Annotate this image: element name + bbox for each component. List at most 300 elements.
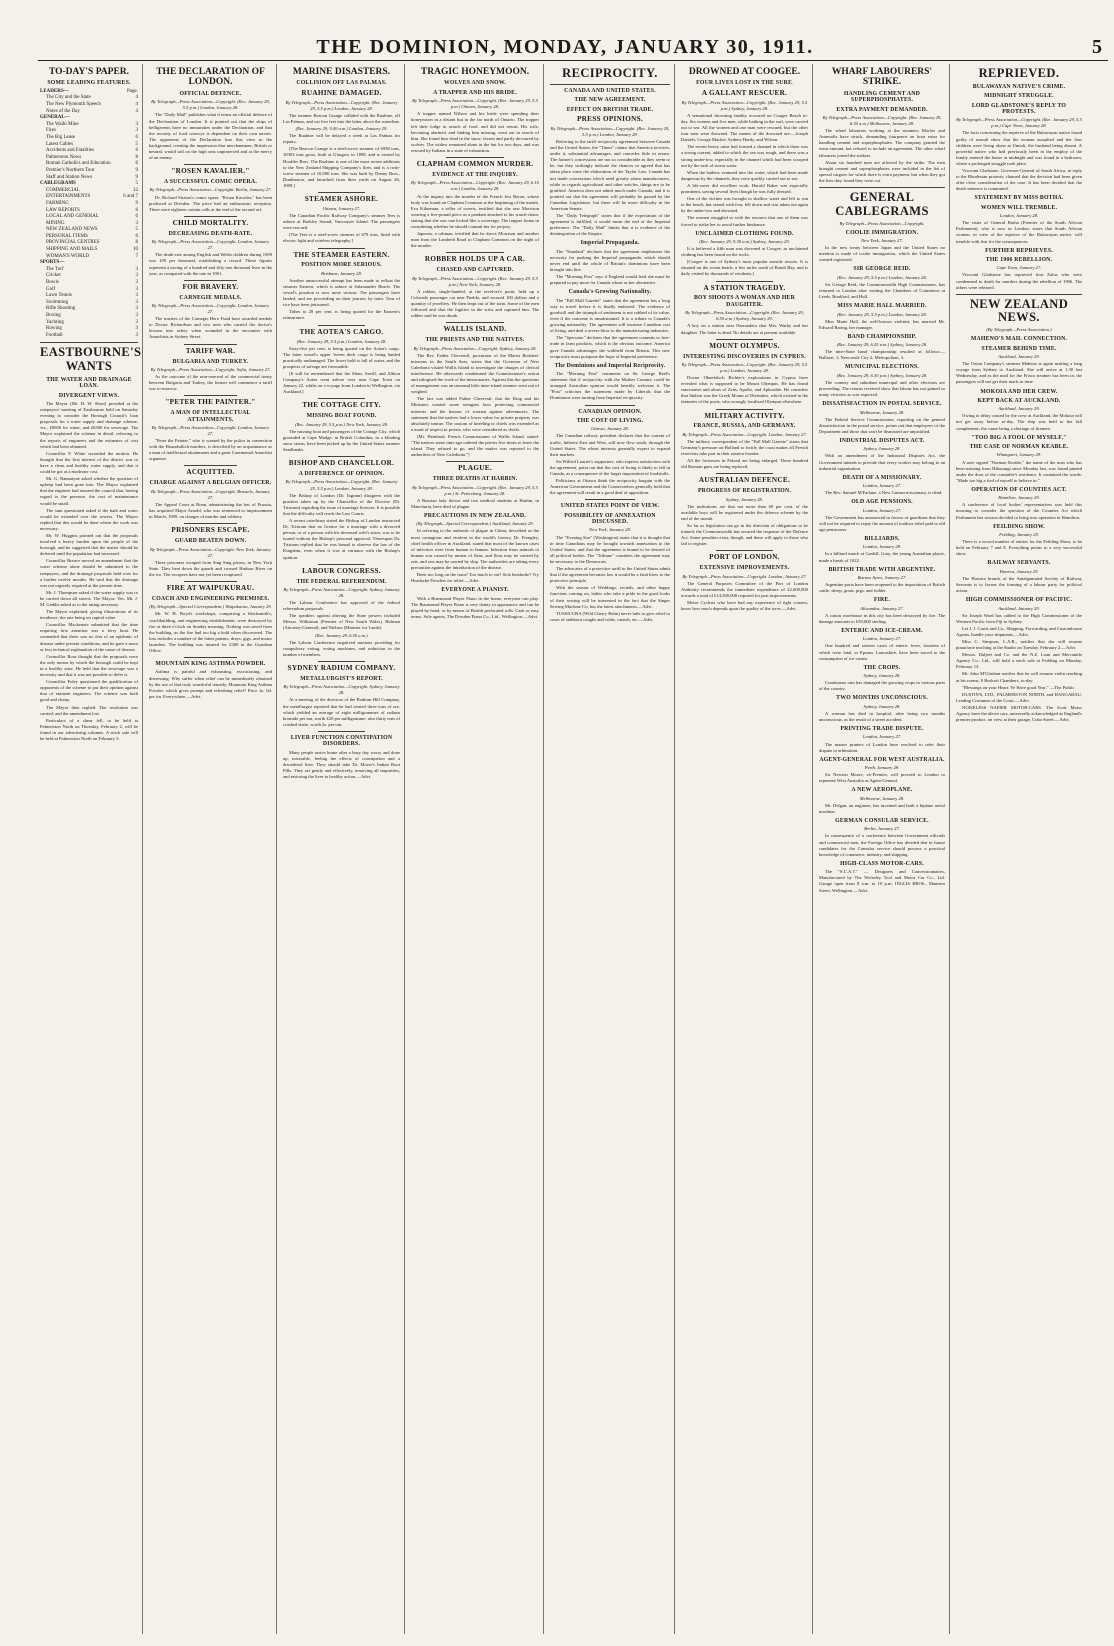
article-heading: HIGH COMMISSIONER OF PACIFIC. bbox=[965, 597, 1073, 604]
article-paragraph: The Ruahine will be delayed a week at Las Palmas for repairs. bbox=[283, 133, 400, 145]
article-heading: STEAMER BEHIND TIME. bbox=[981, 345, 1057, 352]
dateline: By Telegraph—Press Association—Copyright. (Rec. January 29, 6.50 a.m.) Sydney, January 29. bbox=[685, 310, 804, 322]
article-heading: MAHENO'S MAIL CONNECTION. bbox=[970, 336, 1068, 343]
contents-page: 9 bbox=[135, 200, 138, 206]
contents-row bbox=[40, 175, 138, 182]
article-paragraph: Councillor Rose thought that the proposals were the only means by which the borough could be kept in a healthy state. He held that the sewerage was a necessity and that it was not possible to defer it. bbox=[40, 653, 138, 678]
article-heading: SYDNEY RADIUM COMPANY. bbox=[287, 663, 396, 672]
column-rule bbox=[40, 342, 138, 343]
column-3 bbox=[283, 64, 405, 1634]
article-paragraph: The advocates of a protective tariff in the United States admit that if the agreement becomes law it would be a fatal blow to the protective principle. bbox=[550, 566, 670, 584]
article-paragraph: The Labour Conference negatived motions providing for compulsory voting, voting machines, and reduction in the number of members. bbox=[283, 639, 400, 657]
article-paragraph: The death-rate among English and Welsh children during 1909 was 109 per thousand, establishing a record. These figures represent a saving of a hundred and fifty-one thousand lives in the year, as compared with the rate in 1901. bbox=[149, 252, 272, 276]
article-heading: POSSIBILITY OF ANNEXATION DISCUSSED. bbox=[564, 512, 656, 526]
article-paragraph: The Mayor explained, giving illustrations of its incidence, the rate being on capital value. bbox=[40, 609, 138, 621]
contents-row bbox=[40, 128, 138, 135]
article-heading: MARINE DISASTERS. bbox=[292, 67, 391, 77]
article-paragraph: The Labour Conference has approved of the federal referendum proposals. bbox=[283, 600, 400, 612]
contents-page: 5 bbox=[135, 227, 138, 233]
article-heading: "TOO BIG A FOOL OF MYSELF." bbox=[971, 434, 1067, 441]
article-paragraph: All the fortresses in Poland are being enlarged. Three hundred old Russian guns are being replaced. bbox=[681, 458, 808, 470]
article-heading: PROGRESS OF REGISTRATION. bbox=[697, 488, 792, 495]
article-heading: INTERESTING DISCOVERIES IN CYPRUS. bbox=[683, 353, 806, 360]
article-heading: DIVERGENT VIEWS. bbox=[58, 392, 120, 399]
article-paragraph: Particulars of a shear fell, to be held at Palmerston North on Thursday, February 2, will be found in our advertising columns. A stock sale will be held at Palmerston North on February 3. bbox=[40, 717, 138, 741]
article-paragraph: The "Evening Star" (Washington) states that it is thought that in time Canadians may be brought towards annexation to the United States, and that the agreement is bound to be desired of all political bodies. The "Tribune" considers the agreement may be necessary to the Democrats. bbox=[550, 534, 670, 564]
article-paragraph: The "Daily Mail" publishes what it terms an official defence of the Declaration of London. It is pointed out that the ships of belligerents have no immunities under the Declaration, and that the security of food convoys is dependent on their own navies. The opponents of the Declaration lose this view in the background, creating the impression that merchantmen, British or neutral, would sail on the high seas unprotected and at the mercy of an enemy. bbox=[149, 112, 272, 161]
column-rule bbox=[184, 216, 237, 217]
dateline: London, January 28. bbox=[862, 544, 902, 550]
article-paragraph: Japonsn, a cabman, testified that he drove Morrison and another man from the Lambeth Road to Clapham Common on the night of the murder. bbox=[411, 231, 539, 249]
dateline: (By Telegraph—Special Correspondent.) Waipukurau, January 29. bbox=[149, 604, 272, 610]
dateline: By Telegraph—Press Association—Copyright. Sydney, January 28. bbox=[283, 684, 400, 696]
contents-label: Latest Cables bbox=[46, 141, 74, 147]
contents-page: 10 bbox=[133, 247, 138, 253]
article-heading: FRANCE, RUSSIA, AND GERMANY. bbox=[693, 423, 796, 430]
dateline: (Rec. January 29, 6.50 a.m.) bbox=[315, 632, 368, 638]
dateline: (Rec. January 29, 9.30 a.m.) Sydney, January 29. bbox=[699, 238, 790, 244]
article-paragraph: "Blessings on your Heart. Ye Have good Year." —The Public. bbox=[962, 684, 1076, 690]
contents-page: 3 bbox=[135, 313, 138, 318]
article-heading: BOY SHOOTS A WOMAN AND HER DAUGHTER. bbox=[693, 295, 796, 308]
dateline: Auckland, January 29. bbox=[998, 354, 1040, 360]
dateline: Ottawa, January 28. bbox=[591, 426, 629, 432]
article-paragraph: Doctor Ohnefalsch Richter's explorations in Cyprus have revealed what is supposed to be Mount Olympus. He has found sanctuaries and altars of Zeus, Apollo, and Aphrodite. He considers that Idalion was the Greek Mount of Divinities, which existed in the fantasies of the poets, who wrongly localised Olympus elsewhere. bbox=[681, 375, 808, 405]
dateline: By Telegraph—Press Association—Copyright. London, January 27. bbox=[682, 573, 807, 579]
article-heading: A NEW AEROPLANE. bbox=[851, 787, 913, 794]
article-heading: A DIFFERENCE OF OPINION. bbox=[298, 471, 385, 478]
contents-label: Roman Catholics and Education bbox=[46, 161, 111, 167]
dateline: By Telegraph—Press Association—Copyright. (Rec. January 29, 5.5 p.m.) Sydney, January 28. bbox=[681, 99, 808, 111]
contents-row bbox=[40, 214, 138, 221]
dateline: By Telegraph—Press Association—Copyright. (Rec. January 29, 5.5 p.m.) Cape Town, January 28. bbox=[956, 117, 1082, 129]
article-heading: DISSATISFACTION IN POSTAL SERVICE. bbox=[822, 401, 942, 408]
dateline: By Telegraph—Press Association—Copyright. (Rec. January 29, 5.5 p.m.) London, January 28. bbox=[285, 99, 398, 111]
article-heading: LIVER FUNCTION CONSTIPATION DISORDERS. bbox=[290, 734, 393, 748]
article-paragraph: The Federal Service Commissioner, reporting on the general dissatisfaction in the postal service, points out that employees of the Department and those that can't be dismissed are unjustified. bbox=[819, 416, 945, 434]
column-rule bbox=[446, 461, 504, 462]
contents-label: Yachting bbox=[46, 319, 64, 325]
article-paragraph: A recent catechism stated the Bishop of London instructed Dr. Tristram that no licence for a marriage with a divorced person, or of a person with his deceased wife's sister, was to be issued without the Bishop's personal approval. Thereupon Dr. Tristram replied that he was bound to observe the law of the Kingdom, even when it was at variance with the Bishop's opinion. bbox=[283, 517, 400, 560]
contents-row bbox=[40, 168, 138, 175]
dateline: (By Telegraph—Press Association.) bbox=[986, 327, 1052, 333]
dateline: London, January 27. bbox=[862, 734, 902, 740]
contents-label: Lawn Tennis bbox=[46, 293, 72, 299]
article-heading: "PETER THE PAINTER." bbox=[165, 398, 256, 407]
article-heading: HIGH-CLASS MOTOR-CARS. bbox=[840, 860, 924, 867]
column-rule bbox=[716, 550, 773, 551]
article-paragraph: The "Spectator" declares that the agreement commits to free-trade in farm products, which is the obvious outcome. America gave Canada advantages she withheld from Britain. This new reciprocity must postpone the hope of Imperial preference. bbox=[550, 335, 670, 359]
column-rule bbox=[318, 325, 365, 326]
newspaper-title: THE DOMINION, MONDAY, JANUARY 30, 1911. bbox=[316, 35, 814, 58]
contents-label: LAW REPORTS bbox=[46, 207, 80, 213]
article-paragraph: The women struggled so with the rescuers that one of them was forced to strike her to avoid further hindrance. bbox=[681, 215, 808, 227]
contents-list bbox=[40, 89, 138, 340]
article-heading: A SUCCESSFUL COMIC OPERA. bbox=[164, 179, 257, 186]
column-rule bbox=[184, 395, 237, 396]
article-heading: GUARD BEATEN DOWN. bbox=[174, 538, 247, 545]
article-paragraph: The "Daily Telegraph" states that if the expectation of the agreement is fulfilled, it would mean the end of the Imperial preference. The "Daily Mail" thinks that it is evidence of the disintegration of the Empire. bbox=[550, 213, 670, 237]
article-heading: CHILD MORTALITY. bbox=[172, 218, 249, 227]
column-rule bbox=[318, 456, 365, 457]
article-heading: METALLURGIST'S REPORT. bbox=[300, 675, 383, 682]
article-heading: MILITARY ACTIVITY. bbox=[704, 411, 785, 420]
article-heading: ACQUITTED. bbox=[186, 468, 235, 477]
contents-label: Golf bbox=[46, 286, 56, 292]
article-paragraph: NOISELESS NAPIER MOTOR-CARS. The Scott Motor Agency have the above cars, universally acknowledged as England's premier product, on view at their garage, Cuba Street.—Advt. bbox=[956, 704, 1082, 723]
dateline: Whangarei, January 29. bbox=[996, 452, 1042, 458]
contents-label: The Turf bbox=[46, 266, 64, 272]
article-paragraph: The "Standard" declares that the agreement emphasises the necessity for pushing the Imperial propaganda, which should never end until the whole of Britain's dominions have been brought into line. bbox=[550, 248, 670, 273]
article-paragraph: The speakers against altering the State powers included Messrs. Wilkinson (Premier of New South Wales), Holman (Attorney-General), and Nielsen (Minister for Lands). bbox=[283, 613, 400, 631]
article-paragraph: Sir Joseph Ward has cabled to the High Commissioner of the Western Pacific from Fiji to Sydney. bbox=[956, 612, 1082, 624]
article-heading: MOUNTAIN KING ASTHMA POWDER. bbox=[155, 661, 266, 668]
column-rule bbox=[318, 661, 365, 662]
contents-label: The Waihi Mine bbox=[46, 121, 79, 127]
article-heading: The Dominions and Imperial Reciprocity. bbox=[554, 362, 666, 369]
contents-page: 6 bbox=[135, 134, 138, 140]
contents-row bbox=[40, 260, 138, 267]
dateline: Auckland, January 29. bbox=[998, 406, 1040, 412]
contents-page: 3 bbox=[135, 266, 138, 272]
article-heading: THE STEAMER EASTERN. bbox=[293, 250, 390, 259]
contents-label: Rowing bbox=[46, 326, 62, 332]
contents-label: FARMING bbox=[46, 200, 69, 206]
contents-row bbox=[40, 273, 138, 280]
article-heading: GERMAN CONSULAR SERVICE. bbox=[835, 818, 929, 824]
column-rule bbox=[716, 339, 773, 340]
article-heading: THE CASE OF NORMAN KEABLE. bbox=[969, 444, 1069, 451]
dateline: By Telegraph—Press Association—Copyright. Berlin, January 27. bbox=[149, 187, 272, 193]
contents-label: NEW ZEALAND NEWS bbox=[46, 227, 98, 233]
article-paragraph: The Canadian railway president declares that the current of traffic, hitherto East and West, will now flow south, through the United States. The wheat interests generally expect to expand their markets. bbox=[550, 433, 670, 457]
column-rule bbox=[585, 499, 635, 500]
article-paragraph: The trustees of the Carnegie Hero Fund have awarded medals to Doctor Richardson and two men who carried the doctor's lessons into safety when wounded in the encounter with Anarchists in Sydney Street. bbox=[149, 316, 272, 340]
article-paragraph: With the season of Weddings, recitals, and other happy functions coming on, ladies who take a pride in the good looks of their sewing will be interested in the fact that the Singer Sewing Machine Co. has the latest attachments.—Advt. bbox=[550, 585, 670, 609]
article-paragraph: So far as legislation can go in the direction of obligations to be trained, the Commonwealth has secured the response of the Defence Act. Some penalties exist, though, and these will apply to those who fail to register. bbox=[681, 523, 808, 547]
contents-label: GENERAL— bbox=[40, 115, 70, 121]
article-paragraph: With an amendment of the Industrial Disputes Act, the Government intends to provide that every worker may belong to an industrial organisation. bbox=[819, 453, 945, 471]
article-paragraph: Councillor Foley questioned the qualification of opponents of the scheme to put their opinion against that of eminent engineers. The scheme was both good and cheap. bbox=[40, 679, 138, 703]
contents-row bbox=[40, 306, 138, 313]
article-paragraph: One of the victims was brought to shallow water and left to run to the beach, but seized with fear, fell down and was taken out again by the under-tow and drowned. bbox=[681, 196, 808, 214]
contents-page: 9 bbox=[135, 167, 138, 173]
article-heading: EXTRA PAYMENT DEMANDED. bbox=[836, 106, 928, 113]
article-heading: THE FEDERAL REFERENDUM. bbox=[296, 578, 387, 585]
column-rule bbox=[716, 281, 773, 282]
article-paragraph: Sir George Reid, the Commonwealth High Commissioner, has returned to London after visiting the Chambers of Commerce at Leeds, Bradford, and Hull. bbox=[819, 281, 945, 300]
article-paragraph: The inter-State band championship resulted as follows:—Ballarat, 1; Newcastle City 2; Metropolitan, 3. bbox=[819, 349, 945, 361]
article-heading: A GALLANT RESCUER. bbox=[701, 88, 788, 97]
contents-row bbox=[40, 102, 138, 109]
article-paragraph: The Canadian Pacific Railway Company's steamer Tees is ashore at Barkley Sound, Vancouver Island. The passengers were rescued. bbox=[283, 213, 400, 231]
contents-row bbox=[40, 227, 138, 234]
contents-label: Cricket bbox=[46, 273, 61, 279]
contents-row bbox=[40, 135, 138, 142]
article-paragraph: At the inquiry into the murder of the French Jew Beron, whose body was found on Clapham Common at the beginning of the month, Eva Kikteman, a seller of sweets, testified that she saw Morrison wearing a five-pound piece as a pendant attached to his watch-chain, stating that she saw one locked like a sovereign. The trapper forms in considering whether he should commit her for perjury. bbox=[411, 193, 539, 229]
article-paragraph: "Peter the Painter," who is wanted by the police in connection with the Houndsditch murders, is described by an acquaintance as a man of intellectual attainments and a great Continental Anarchist organiser. bbox=[149, 438, 272, 462]
contents-row bbox=[40, 234, 138, 241]
article-paragraph: The "Pall Mall Gazette" states that the agreement has a long way to travel before it is finally endorsed. The evidence of goodwill and the triumph of sentiment is not robbed of its value, even if the outcome is unsubstantial. It is a tribute to Canada's growing nationality. The agreement will increase Canadian cost of living, and deal a severe blow to the manufacturing industries. bbox=[550, 297, 670, 334]
article-paragraph: Asthma is painful and exhausting, excruciating, and distressing. Why suffer when relief can be immediately obtained by the use of that truly wonderful remedy, Mountain King Asthma Powder, which gives prompt and refreshing relief? Price 2s. 6d. per tin. Everywhere.—Advt. bbox=[149, 669, 272, 699]
column-rule bbox=[446, 322, 504, 323]
contents-label: WOMAN'S WORLD bbox=[46, 253, 90, 259]
column-rule bbox=[318, 192, 365, 193]
article-paragraph: The indications are that not more than 60 per cent. of the available boys will be registered under the defence scheme by the end of the month. bbox=[681, 503, 808, 521]
article-heading: CHARGE AGAINST A BELGIAN OFFICER. bbox=[149, 480, 272, 487]
contents-page: 5 bbox=[135, 141, 138, 147]
article-heading: DEATH OF A MISSIONARY. bbox=[842, 474, 922, 481]
dateline: Sydney, January 28. bbox=[863, 446, 901, 452]
contents-row bbox=[40, 333, 138, 340]
contents-label: Rifle Shooting bbox=[46, 306, 76, 312]
dateline: Perth, January 28. bbox=[864, 765, 900, 771]
contents-page: 6 bbox=[135, 233, 138, 239]
article-paragraph: The Government has announced in favour of guardians that they will not be required to repay the amount of outdoor relief paid to old age pensioners. bbox=[819, 514, 945, 532]
article-heading: RUAHINE DAMAGED. bbox=[301, 88, 382, 97]
contents-page: 5 bbox=[135, 181, 138, 187]
contents-page: 6 bbox=[135, 161, 138, 167]
article-heading: MISS MARIE HALL MARRIED. bbox=[837, 303, 927, 310]
article-paragraph: About six hundred men are affected by the strike. The men brought cement and superphosphates were included in the list of special cargoes for which there is extra payment, but when they got the lists they found they were cut. bbox=[819, 159, 945, 183]
dateline: Hamilton, January 29. bbox=[998, 495, 1040, 501]
article-paragraph: Many people arrive home after a busy day worry and done up, miserable, feeling the effects of constipation and a disordered liver. They should take Dr. Morse's Indian Root Pills. They act gently and effectively, removing all impurities, and restoring the liver to healthy action.—Advt. bbox=[283, 749, 400, 780]
article-heading: ENTERIC AND ICE-CREAM. bbox=[841, 627, 923, 634]
article-heading: WOLVES AND SNOW. bbox=[444, 80, 506, 87]
article-paragraph: The fact was added Father Chevreuil, that the King and his Ministers wanted some stringent laws protecting commercial interests and the honour of women against adventurers. The statement that the natives had a lower value for private property was absolutely untrue. The custom of kneeling to chiefs was extended as a mark of respect to priests, who were considered as chiefs. bbox=[411, 396, 539, 432]
contents-page: 3 bbox=[135, 319, 138, 325]
article-heading: LABOUR CONGRESS. bbox=[302, 566, 381, 575]
article-paragraph: With a Brinsmead Player Piano in the home, everyone can play. The Brinsmead Player Piano is very dainty in appearance and can be played by hand, or by means of British perforated rolls. Cash or easy terms. Sole agents, The Dresden Piano Co., Ltd., Wellington.—Advt. bbox=[411, 595, 539, 619]
contents-label: LEADERS— bbox=[40, 88, 69, 94]
contents-row bbox=[40, 320, 138, 327]
article-paragraph: The "Morning Post" says if England would feed she must be prepared to pay more for Canada wheat as her alternative. bbox=[550, 274, 670, 286]
article-heading: LORD GLADSTONE'S REPLY TO PROTESTS. bbox=[971, 102, 1067, 115]
article-heading: THREE DEATHS AT HARBIN. bbox=[432, 476, 518, 483]
contents-row bbox=[40, 208, 138, 215]
contents-page: 3 bbox=[135, 306, 138, 312]
contents-label: Staff and Station News bbox=[46, 174, 93, 180]
column-rule bbox=[184, 581, 237, 582]
article-heading: "ROSEN KAVALIER." bbox=[171, 167, 250, 176]
column-rule bbox=[318, 731, 365, 732]
article-heading: EASTBOURNE'S WANTS bbox=[40, 345, 142, 374]
article-heading: BRITISH TRADE WITH ARGENTINE. bbox=[828, 566, 936, 573]
dateline: (Rec. January 29, 5.5 p.m.) London, January 28. bbox=[837, 274, 927, 280]
article-heading: BAND CHAMPIONSHIP. bbox=[847, 333, 917, 340]
article-heading: FEILDING SHOW. bbox=[993, 523, 1045, 530]
dateline: Feilding, January 29. bbox=[999, 532, 1039, 537]
article-heading: PLAGUE. bbox=[458, 464, 492, 473]
article-heading: FURTHER REPRIEVES. bbox=[985, 247, 1053, 254]
contents-label: Football bbox=[46, 332, 63, 338]
article-paragraph: In consequence of a conference between Government officials and commercial men, the Foreign Office has decided that in future candidates for the Consular service should possess a practical knowledge of commerce, industry, and shipping. bbox=[819, 833, 945, 857]
dateline: Ottawa, January 27. bbox=[322, 205, 361, 211]
article-heading: AUSTRALIAN DEFENCE. bbox=[698, 476, 791, 485]
masthead bbox=[38, 34, 1108, 61]
article-paragraph: TUSSICURA (Wild Cherry Balm) never fails to give relief to cases of stubborn coughs and colds, catarrh, etc.—Advt. bbox=[550, 610, 670, 622]
article-heading: CHASED AND CAPTURED. bbox=[436, 267, 514, 274]
dateline: By Telegraph—Press Association—Copyright. Brussels, January 27. bbox=[150, 488, 270, 500]
article-heading: BISHOP AND CHANCELLOR. bbox=[288, 459, 395, 468]
column-rule bbox=[716, 473, 773, 474]
dateline: London, January 27. bbox=[862, 636, 902, 642]
article-heading: CANADIAN OPINION. bbox=[578, 408, 642, 415]
article-heading: THE COST OF LIVING. bbox=[576, 417, 644, 424]
column-rule bbox=[819, 187, 945, 188]
article-heading: TARIFF WAR. bbox=[185, 346, 236, 355]
article-heading: STATEMENT BY MISS BOTHA. bbox=[974, 195, 1064, 202]
dateline: (Rec. January 29, 5.5 p.m.) London, January 28. bbox=[837, 311, 927, 317]
article-heading: PRECAUTIONS IN NEW ZEALAND. bbox=[424, 512, 526, 519]
contents-page: 3 bbox=[135, 220, 138, 226]
dateline: Alexandra, January 27. bbox=[860, 605, 904, 611]
article-paragraph: Mr. J. Thompson asked if the water supply was to be carried down all streets. The Mayor: Yes. Mr. J. M. Geddis asked as to the rating necessary. bbox=[40, 589, 138, 607]
article-heading: MUNICIPAL ELECTIONS. bbox=[844, 364, 920, 371]
contents-row bbox=[40, 181, 138, 188]
article-paragraph: A trapper named Wilson and his bride were spending their honeymoon in a distant hut in the far north of Ontario. The trapper left their lodge in search of food, and did not return. His wife, becoming alarmed, and finding him missing, went out in search of him. She found him dead in the snow, frozen and partly devoured by wolves. The widow remained alone in the hut for two days, and was rescued by Indians in a state of exhaustion. bbox=[411, 111, 539, 153]
article-paragraph: Miss C. Simpson, L.A.B., notifies that she will resume pianoforte teaching at the Studio on Tuesday, February 2.—Advt. bbox=[956, 638, 1082, 651]
article-paragraph: [Mr. Heinhard, French Commissioner of Wallis Island, stated: "The natives some time ago ordered the priests five times to leave the island. They refused to go, and the matter was reported to the authorities of New Caledonia."] bbox=[411, 433, 539, 458]
column-4 bbox=[411, 64, 544, 1634]
contents-row bbox=[40, 115, 138, 122]
article-paragraph: The country and suburban municipal and other elections are proceeding. The returns received show that labour has not gained so many victories as was expected. bbox=[819, 379, 945, 398]
dateline: Sydney, January 28. bbox=[863, 703, 901, 709]
dateline: New York, January 28. bbox=[589, 527, 631, 533]
article-heading: FOR BRAVERY. bbox=[182, 282, 239, 291]
article-heading: THE AOTEA'S CARGO. bbox=[299, 327, 384, 336]
dateline: By Telegraph—Press Association—Copyright. bbox=[839, 220, 925, 226]
article-paragraph: The sister of General Botha (Premier of the South African Parliament), who is now in London, states that South African women, in view of the reprieve of the Bulawayan native, will tremble with fear for the consequences. bbox=[956, 220, 1082, 244]
article-heading: SIR GEORGE REID. bbox=[853, 266, 911, 273]
dateline: Buenos Ayres, January 27. bbox=[857, 575, 907, 581]
dateline: By Telegraph—Press Association—Copyright. London, January 27. bbox=[151, 239, 270, 251]
article-paragraph: The Rev. Father Chevreuil, procurator of the Marist Brothers' missions in the South Seas, states that the Governor of New Caledonia visited Wallis Island to investigate the charges of clerical interference. He afterwards condemned the Commissioner's action and eulogised the work of the missionaries. Against this the questions of management was an unsound little inter-island steamer went out of weighed. bbox=[411, 352, 539, 395]
contents-page: 4 bbox=[135, 102, 138, 107]
article-paragraph: It is believed a fifth man was drowned at Coogee, as unclaimed clothing has been found on the rocks. bbox=[681, 246, 808, 258]
article-paragraph: The Hawera branch of the Amalgamated Society of Railway Servants is to favour the forming of a labour party for political action. bbox=[956, 575, 1082, 594]
contents-row bbox=[40, 142, 138, 149]
article-paragraph: The Mayor then replied. The resolution was carried, and the amendment lost. bbox=[40, 704, 138, 716]
dateline: By Telegraph—Press Association—Copyright. (Rec. January 29, 6.30 a.m.) Melbourne, January 28. bbox=[822, 115, 942, 127]
contents-page: 12 bbox=[133, 187, 138, 193]
article-paragraph: Councillor F. White seconded the motion. He thought that the first interest of the district was to have a clean and healthy water supply, and that it could be got at a moderate cost. bbox=[40, 450, 138, 475]
contents-label: Notes of the Day bbox=[46, 108, 81, 114]
article-heading: TO-DAY'S PAPER. bbox=[48, 67, 130, 77]
article-paragraph: Mr. G. Bannatyne asked whether the question of upkeep had been gone into. The Mayor explained that the engineer had assured the council that, having regard to the pressure, the cost of maintenance would be small. bbox=[40, 476, 138, 506]
dateline: London, January 27. bbox=[862, 483, 902, 489]
article-heading: BULAWAYAN NATIVE'S CRIME. bbox=[972, 83, 1066, 90]
article-heading: BILLIARDS. bbox=[864, 536, 900, 542]
dateline: (Rec. January 29, 6.55 a.m.) Sydney, January 28. bbox=[836, 342, 928, 348]
column-8 bbox=[956, 64, 1086, 1634]
column-rule bbox=[446, 252, 504, 253]
column-rule bbox=[550, 84, 670, 85]
contents-row bbox=[40, 194, 138, 201]
article-paragraph: The wharf labourers working at the steamers Morloe and Annesolis have struck, demanding fourpence an hour extra for handling cement and superphosphates. The company granted the extra amount, but refused to include an agreement. The other wharf labourers joined the strikers. bbox=[819, 128, 945, 158]
contents-row bbox=[40, 326, 138, 333]
article-heading: REPRIEVED. bbox=[978, 66, 1060, 80]
article-paragraph: The Union Company's steamer Maheno is again making a long voyage from Sydney to Auckland. She will arrive at 1.30 last Wednesday, and as the mail for the Frisco steamer has been in, the passengers will not get their mails in time. bbox=[956, 361, 1082, 385]
article-paragraph: A sensational drowning fatality occurred on Coogee Beach to-day. Six women and five men, while bathing in the surf, were carried out to sea. All the women and one man were rescued, but the other four men were drowned. The names of the drowned are:—Joseph Daniels, George Mackie, Sydney Hardy, and Wilson. bbox=[681, 112, 808, 143]
column-rule bbox=[318, 398, 365, 399]
column-rule bbox=[446, 157, 504, 158]
article-paragraph: Let J. J. Curtis and Co., Shipping, Forwarding, and Customhouse Agents, handle your shipments.—Advt. bbox=[956, 625, 1082, 637]
dateline: (Rec. January 29, 5.5 p.m.) New York, January 28. bbox=[294, 421, 389, 427]
article-heading: DECREASING DEATH-RATE. bbox=[168, 230, 253, 237]
article-heading: A MAN OF INTELLECTUAL ATTAINMENTS. bbox=[170, 410, 251, 423]
article-heading: COOLIE IMMIGRATION. bbox=[845, 229, 919, 236]
article-paragraph: [It will be remembered that the Shaw, Savill, and Albion Company's Aotea went ashore very near Cape Town on January 22, whilst on a voyage from London to Wellington, via Auckland.] bbox=[283, 370, 400, 395]
article-heading: CANADA AND UNITED STATES. bbox=[564, 87, 656, 94]
column-rule bbox=[184, 465, 237, 466]
article-paragraph: In referring to the outbreak of plague in China, described as the most contagious and virulent in the world's history, Dr. Frengley, chief health officer in Auckland, stated that most of the known cases of infection were from human to human. Infection from animals to human was caused by means of fleas, and fleas may be carried by rats, and rats may be carried by ship. The authorities are taking every precaution against the introduction of the disease. bbox=[411, 528, 539, 570]
contents-label: SPORTS— bbox=[40, 260, 65, 266]
contents-page: 6 bbox=[135, 148, 138, 154]
article-paragraph: Another unsuccessful attempt has been made to refloat the steamer Eastern, which is ashore at Salamander Beach. The vessel's position is now more serious. The passengers have landed, and are proceeding on their journey by train. Tons of rice have been jettisoned. bbox=[283, 277, 400, 308]
article-paragraph: The facts concerning the reprieve of the Bulawayan native found guilty of assault show that the woman assaulted and her four children were living alone at Umtali, the husband being absent. A powerful native who had previously been in the employ of the family entered the house at midnight and was found in a bedroom, where a prolonged struggle took place. bbox=[956, 130, 1082, 166]
dateline: London, January 28. bbox=[999, 213, 1039, 219]
article-paragraph: A boy on a station near Narrandera shot Mrs. Warby and her daughter. The latter is dead. No details are at present available. bbox=[681, 323, 808, 335]
article-paragraph: Dr. Richard Strauss's comic opera, "Rosen Kavalier," has been produced at Dresden. The piece had an enthusiastic reception. There were eighteen curtain calls at the end of the second act. bbox=[149, 194, 272, 212]
article-heading: SOME LEADING FEATURES. bbox=[47, 80, 131, 87]
article-heading: GENERAL CABLEGRAMS bbox=[835, 190, 929, 218]
column-rule bbox=[956, 294, 1082, 295]
article-paragraph: In a billiard match at Cardiff, Gray, the young Australian player, made a break of 1022. bbox=[819, 551, 945, 563]
article-heading: THE NEW AGREEMENT. bbox=[574, 97, 646, 104]
article-paragraph: At a meeting of the directors of the Radium Hill Company, the metallurgist reported that he had treated three tons of ore, which yielded an average of eight milligrammes of radium bromide per ton, worth £20 per milligramme; also thirty tons of crushed shale, worth 2s. per ton. bbox=[283, 697, 400, 727]
contents-row bbox=[40, 287, 138, 294]
dateline: By Telegraph—Press Association—Copyright. Sofia, January 27. bbox=[150, 366, 271, 372]
contents-page: 3 bbox=[135, 280, 138, 286]
article-paragraph: The military correspondent of the "Pall Mall Gazette" states that Germany's pressure on Holland to fortify the coast makes all French reservists take part in their eastern frontier. bbox=[681, 438, 808, 457]
article-paragraph: [The Tees is a steel-screw steamer of 679 tons, fitted with electric light and wireless telegraphy.] bbox=[283, 232, 400, 244]
article-heading: MOKOIA AND HER CREW. bbox=[980, 388, 1058, 395]
dateline: Berlin, January 27. bbox=[864, 826, 900, 832]
article-paragraph: When the bathers ventured into the water, which had been made dangerous by the channels, they were quickly carried out to sea. bbox=[681, 169, 808, 181]
contents-label: SHIPPING AND MAILS bbox=[46, 247, 98, 253]
article-paragraph: The Mayor (Mr. H. W. Short) presided at the ratepayers' meeting of Eastbourne held on Saturday evening to consider the Borough Council's loan proposals for a water supply and drainage scheme, viz., £9000 for water, and £6500 for sewerage. The Mayor explained the scheme in detail, referring to the reports of engineers and the estimates of cost which had been obtained. bbox=[40, 401, 138, 449]
article-heading: COLLISION OFF LAS PALMAS. bbox=[296, 80, 387, 87]
dateline: (Rec. January 29, 9.40 a.m.) London, January 29. bbox=[295, 126, 388, 132]
article-heading: FIRE. bbox=[873, 597, 891, 604]
dateline: Melbourne, January 28. bbox=[859, 795, 905, 801]
newspaper-columns bbox=[40, 64, 1106, 1634]
dateline: Cape Town, January 27. bbox=[996, 265, 1042, 271]
column-rule bbox=[716, 409, 773, 410]
dateline: (By Telegraph—Special Correspondent.) Auckland, January 29. bbox=[416, 521, 534, 527]
column-2 bbox=[149, 64, 277, 1634]
article-heading: THE WATER AND DRAINAGE LOAN. bbox=[46, 376, 132, 390]
dateline: Melbourne, January 28. bbox=[859, 409, 905, 415]
dateline: By Telegraph—Press Association—Copyright. (Rec. January 29, 5.5 p.m.) Ottawa, January 28. bbox=[412, 98, 538, 110]
article-heading: INDUSTRIAL DISPUTES ACT. bbox=[839, 437, 925, 444]
contents-page: 6 bbox=[135, 207, 138, 213]
dateline: London, January 27. bbox=[862, 507, 902, 513]
article-paragraph: The recent heavy rains had formed a channel in which there was a strong current, added to which the sea was rough, and there was a strong under-tow, especially in the channel which had been scooped out by the rush of storm water. bbox=[681, 144, 808, 168]
contents-row bbox=[40, 240, 138, 247]
contents-page: 6 bbox=[135, 214, 138, 220]
contents-page: 8 bbox=[135, 240, 138, 246]
article-paragraph: A woman has died in hospital, after being two months unconscious, as the result of a street accident. bbox=[819, 710, 945, 722]
article-paragraph: In the new treaty between Japan and the United States no mention is made of coolie immigration, which the United States wanted registered. bbox=[819, 245, 945, 263]
article-heading: NEW ZEALAND NEWS. bbox=[969, 296, 1069, 325]
article-heading: FIRE AT WAIPUKURAU. bbox=[166, 584, 255, 593]
article-heading: A TRAPPER AND HIS BRIDE. bbox=[433, 89, 517, 96]
article-paragraph: Been too long on the train? Too much to eat? Sick headache? Try Headache Powders for relief.—Advt. bbox=[411, 572, 539, 584]
dateline: By Telegraph—Press Association—Copyright. (Rec. January 29, 5.5 p.m.) New York, January 28. bbox=[412, 275, 538, 287]
dateline: By Telegraph—Press Association—Copyright. London, January 27. bbox=[682, 431, 807, 437]
